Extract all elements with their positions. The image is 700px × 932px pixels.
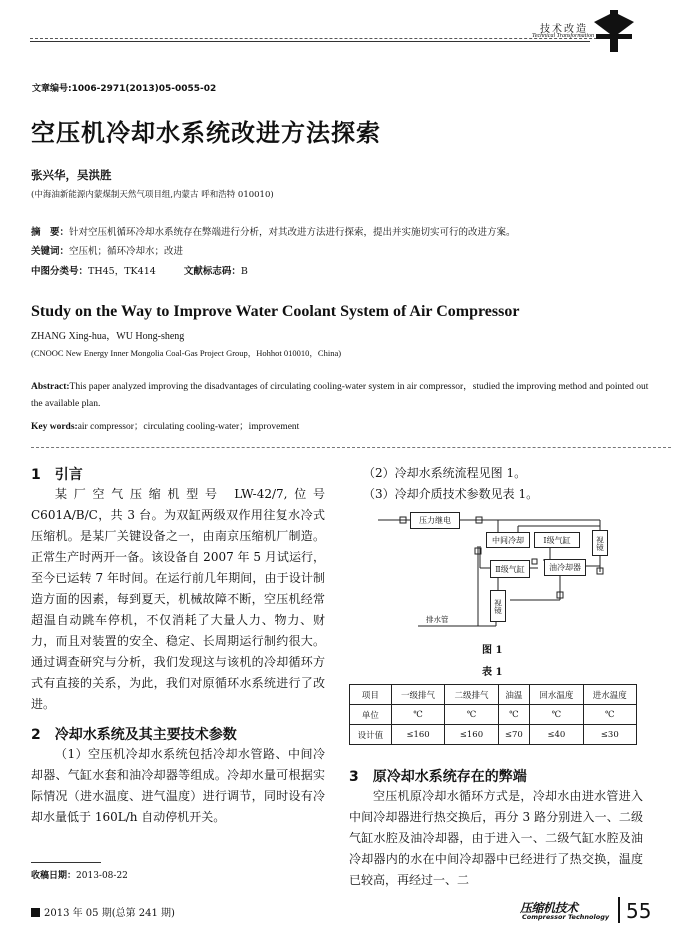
classification-label: 中图分类号：: [31, 266, 89, 277]
section-2-body: [31, 744, 325, 828]
item-3: （3）冷却介质技术参数见表 1。: [363, 487, 539, 501]
english-keywords-label: Key words:: [31, 422, 78, 432]
cylinder-2-box: Ⅱ级气缸: [490, 560, 530, 578]
table-cell: 项目: [350, 685, 392, 705]
table-cell: ≤40: [530, 725, 583, 745]
table-cell: ≤160: [391, 725, 444, 745]
section-3-text: 空压机原冷却水循环方式是，冷却水由进水管进入中间冷却器进行热交换后，再分 3 路分别进入一、二级气缸水腔及油冷却器，由于进入一、二级气缸水腔及油冷却器内的水在中间冷却器中已经进行了热交换，温度已较高，再经过一、二: [349, 789, 643, 887]
journal-logo-en: Compressor Technology: [522, 913, 610, 921]
sight-glass-1-box: 视镜: [592, 530, 608, 556]
oil-cooler-box: 油冷却器: [544, 559, 586, 576]
sight-glass-2-box: 视镜: [490, 590, 506, 622]
english-keywords: [31, 418, 299, 432]
table-cell: 设计值: [350, 725, 392, 745]
received-label: 收稿日期：: [31, 871, 77, 881]
classification-value: TH45，TK414: [88, 266, 156, 277]
table-1: [349, 684, 637, 745]
received-value: 2013-08-22: [76, 871, 128, 881]
section-1-text: 某厂空气压缩机型号 LW-42/7,位号 C601A/B/C，共 3 台。为双缸两级双作用往复水冷式压缩机。是某厂关键设备之一，由南京压缩机厂制造。正常生产时两开一备。该设备自 2007 年 5 月试运行，至今已运转 7 年时间。在运行前几年期间，由于设计制造方面的因素，每到夏天，机械故障不断，空压机经常超温自动跳车停机，不仅消耗了大量人力、物力、财力，而且对装置的安全、稳定、长周期运行制约很大。通过调查研究与分析，我们发现这与该机的冷却循环方式有直接的关系，为此，我们对原循环水系统进行了改进。: [31, 487, 325, 711]
english-authors: ZHANG Xing-hua，WU Hong-sheng: [31, 331, 185, 342]
page-number-divider: [618, 897, 620, 923]
english-abstract: [31, 379, 661, 413]
keywords-cn: [31, 243, 183, 257]
cylinder-1-box: Ⅰ级气缸: [534, 532, 580, 548]
figure-1-caption: 图 1: [482, 645, 503, 656]
table-1-caption: 表 1: [482, 667, 503, 678]
table-cell: ≤30: [583, 725, 636, 745]
english-title: Study on the Way to Improve Water Coolant System of Air Compressor: [31, 303, 520, 320]
section-2-heading: 2 冷却水系统及其主要技术参数: [31, 727, 237, 743]
table-cell: 进水温度: [583, 685, 636, 705]
table-cell: ℃: [445, 705, 498, 725]
article-number: 文章编号:1006-2971(2013)05-0055-02: [32, 84, 217, 94]
section-2-text: （1）空压机冷却水系统包括冷却水管路、中间冷却器、气缸水套和油冷却器等组成。冷却水量可根据实际情况（进水温度、进气温度）进行调节，同时设有冷却水量低于 160L/h 自动停机开关。: [31, 747, 325, 824]
section-3-heading: 3 原冷却水系统存在的弊端: [349, 769, 527, 785]
figure-1-diagram: [378, 508, 618, 636]
intercooler-box: 中间冷却: [486, 532, 530, 548]
square-bullet-icon: [31, 908, 40, 917]
table-cell: ℃: [530, 705, 583, 725]
english-abstract-label: Abstract:: [31, 382, 70, 392]
affiliation: (中海油新能源内蒙煤制天然气项目组,内蒙古 呼和浩特 010010): [31, 190, 274, 200]
english-abstract-text: This paper analyzed improving the disadvantages of circulating cooling-water system in air compressor，studied the improving method and pointed out the available plan.: [31, 382, 649, 409]
drain-pipe-label: 排水管: [426, 615, 449, 624]
header-logo-icon: [592, 8, 636, 54]
doc-code-label: 文献标志码：: [183, 266, 241, 277]
section-3-body: [349, 786, 643, 891]
section-1-heading: 1 引言: [31, 467, 83, 483]
footer-issue-text: 2013 年 05 期(总第 241 期): [44, 908, 175, 919]
page-number: 55: [626, 899, 652, 923]
table-cell: ℃: [583, 705, 636, 725]
abstract-cn-label: 摘 要：: [31, 227, 70, 238]
english-affiliation: (CNOOC New Energy Inner Mongolia Coal-Gas Project Group，Hohhot 010010，China): [31, 348, 342, 358]
received-rule: [31, 862, 101, 863]
table-cell: 单位: [350, 705, 392, 725]
journal-logo: 压缩机技术: [520, 901, 578, 915]
header-section-en: Technical Transformation: [532, 33, 594, 39]
classification-line: [31, 263, 248, 277]
table-cell: ≤70: [498, 725, 529, 745]
table-row: [350, 725, 637, 745]
article-title: 空压机冷却水系统改进方法探索: [31, 118, 381, 147]
keywords-cn-text: 空压机；循环冷却水；改进: [69, 246, 184, 257]
table-row: [350, 705, 637, 725]
authors: 张兴华，吴洪胜: [31, 168, 112, 182]
keywords-cn-label: 关键词：: [31, 246, 70, 257]
received-date: [31, 868, 128, 881]
table-cell: ℃: [391, 705, 444, 725]
header-section-cn: 技术改造: [540, 24, 588, 35]
item-2: （2）冷却水系统流程见图 1。: [363, 466, 527, 480]
header-rule-solid: [30, 41, 590, 42]
english-keywords-text: air compressor；circulating cooling-water；improvement: [77, 422, 300, 432]
table-cell: 油温: [498, 685, 529, 705]
table-cell: ≤160: [445, 725, 498, 745]
pressure-relay-box: 压力继电: [410, 512, 460, 529]
abstract-cn: [31, 224, 516, 238]
abstract-cn-text: 针对空压机循环冷却水系统存在弊端进行分析，对其改进方法进行探索，提出并实施切实可行的改进方案。: [69, 227, 516, 238]
section-1-body: [31, 484, 325, 715]
table-cell: 回水温度: [530, 685, 583, 705]
doc-code-value: B: [240, 266, 248, 277]
footer-issue: [31, 904, 175, 919]
table-cell: 二级排气: [445, 685, 498, 705]
table-cell: ℃: [498, 705, 529, 725]
table-cell: 一级排气: [391, 685, 444, 705]
front-matter-separator: [31, 447, 671, 448]
table-row: [350, 685, 637, 705]
